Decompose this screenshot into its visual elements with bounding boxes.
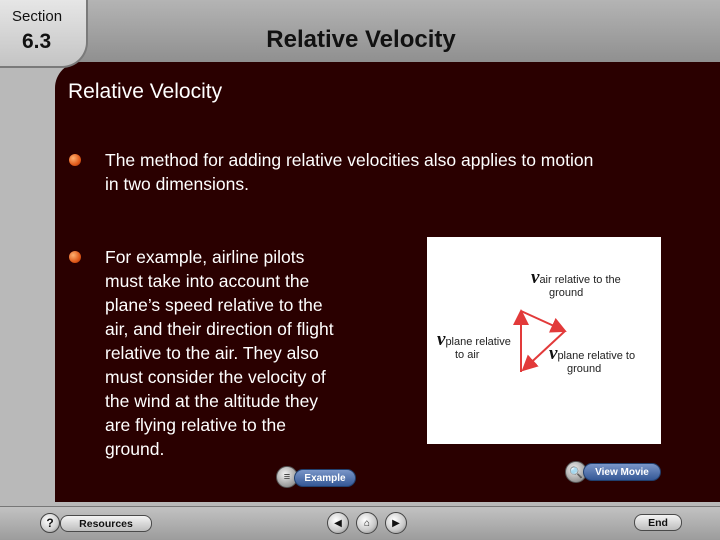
bullet-1-line: The method for adding relative velocities also applies to motion xyxy=(105,150,594,170)
bullet-2-line: must take into account the xyxy=(105,271,310,291)
section-label: Section xyxy=(12,8,63,25)
example-button[interactable]: Example xyxy=(294,469,356,487)
next-button[interactable] xyxy=(385,512,407,534)
header-title xyxy=(0,26,720,54)
bullet-2-line: ground. xyxy=(105,439,165,459)
bullet-2-text xyxy=(105,245,405,461)
view-movie-button[interactable]: View Movie xyxy=(583,463,661,481)
header-title-text: Relative Velocity xyxy=(266,26,456,53)
plane-ground-label-line: plane relative to xyxy=(557,350,636,362)
plane-ground-label xyxy=(549,343,636,376)
bullet-2-line: For example, airline pilots xyxy=(105,247,305,267)
home-icon: ⌂ xyxy=(363,517,371,529)
plane-air-label-line: plane relative xyxy=(445,336,511,348)
bullet-2-line: must consider the velocity of xyxy=(105,367,326,387)
home-button[interactable] xyxy=(356,512,378,534)
vector-symbol: v xyxy=(549,343,558,364)
air-ground-label xyxy=(531,267,621,300)
resources-button[interactable]: Resources xyxy=(60,515,152,532)
plane-air-label-line: to air xyxy=(455,349,480,361)
plane-air-label xyxy=(437,329,511,362)
air-ground-label-line: air relative to the xyxy=(539,274,621,286)
bullet-2-line: air, and their direction of flight xyxy=(105,319,334,339)
bullet-1-line: in two dimensions. xyxy=(105,174,249,194)
plane-air-vector xyxy=(521,311,565,331)
bullet-2-line: are flying relative to the xyxy=(105,415,286,435)
movie-search-icon[interactable]: 🔍 xyxy=(565,461,587,483)
next-icon: ▶ xyxy=(392,517,400,529)
air-ground-label-line: ground xyxy=(549,287,584,299)
bullet-2-line: the wind at the altitude they xyxy=(105,391,319,411)
end-button[interactable]: End xyxy=(634,514,682,531)
bullet-1-text xyxy=(105,148,685,196)
vector-symbol: v xyxy=(437,329,446,350)
section-number: 6.3 xyxy=(22,30,52,53)
vector-symbol: v xyxy=(531,267,540,288)
section-tab xyxy=(0,0,88,68)
bullet-2-line: relative to the air. They also xyxy=(105,343,319,363)
help-button[interactable]: ? xyxy=(40,513,60,533)
plane-ground-label-line: ground xyxy=(567,363,602,375)
example-icon[interactable]: ≡ xyxy=(276,466,298,488)
previous-button[interactable] xyxy=(327,512,349,534)
vector-diagram xyxy=(427,237,661,444)
slide-title: Relative Velocity xyxy=(68,80,223,103)
bullet-icon xyxy=(69,251,81,263)
bullet-2-line: plane’s speed relative to the xyxy=(105,295,323,315)
bullet-icon xyxy=(69,154,81,166)
previous-icon: ◀ xyxy=(334,517,342,529)
